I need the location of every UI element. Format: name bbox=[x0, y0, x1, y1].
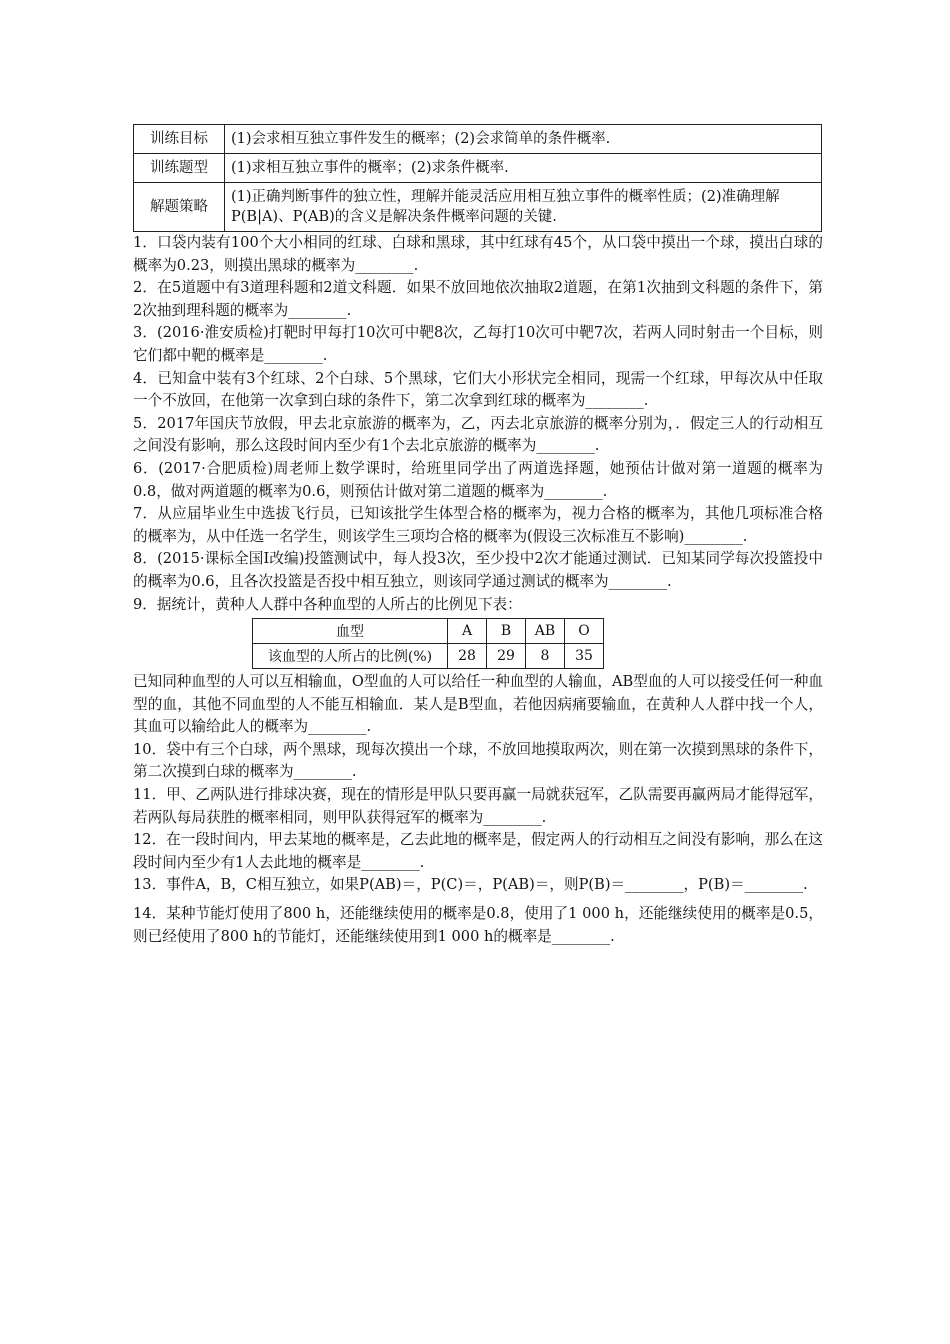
question-6: 6．(2017·合肥质检)周老师上数学课时，给班里同学出了两道选择题，她预估计做对第一道题的概率为0.8，做对两道题的概率为0.6，则预估计做对第二道题的概率为________. bbox=[133, 459, 823, 500]
row-value: (1)求相互独立事件的概率；(2)求条件概率. bbox=[225, 154, 822, 183]
row-key: 解题策略 bbox=[134, 183, 225, 232]
question-3: 3．(2016·淮安质检)打靶时甲每打10次可中靶8次，乙每打10次可中靶7次，若两人同时射击一个目标，则它们都中靶的概率是________. bbox=[133, 324, 823, 364]
row-key: 训练目标 bbox=[134, 125, 225, 154]
question-8: 8．(2015·课标全国Ⅰ改编)投篮测试中，每人投3次，至少投中2次才能通过测试．已知某同学每次投篮投中的概率为0.6，且各次投篮是否投中相互独立，则该同学通过测试的概率为________. bbox=[133, 550, 823, 590]
table-cell: 35 bbox=[565, 644, 604, 669]
header-cell: B bbox=[487, 619, 526, 644]
question-10: 10．袋中有三个白球，两个黑球，现每次摸出一个球，不放回地摸取两次，则在第一次摸到黑球的条件下，第二次摸到白球的概率为________. bbox=[133, 740, 823, 781]
question-4: 4．已知盒中装有3个红球、2个白球、5个黑球，它们大小形状完全相同，现需一个红球，甲每次从中任取一个不放回，在他第一次拿到白球的条件下，第二次拿到红球的概率为________. bbox=[133, 369, 823, 410]
table-row bbox=[134, 183, 822, 232]
question-2: 2．在5道题中有3道理科题和2道文科题．如果不放回地依次抽取2道题，在第1次抽到文科题的条件下，第2次抽到理科题的概率为________. bbox=[133, 279, 823, 319]
header-cell: AB bbox=[526, 619, 565, 644]
question-7: 7．从应届毕业生中选拔飞行员，已知该批学生体型合格的概率为，视力合格的概率为，其他几项标准合格的概率为，从中任选一名学生，则该学生三项均合格的概率为(假设三次标准互不影响)________. bbox=[133, 505, 823, 545]
question-1: 1．口袋内装有100个大小相同的红球、白球和黑球，其中红球有45个，从口袋中摸出一个球，摸出白球的概率为0.23，则摸出黑球的概率为________. bbox=[133, 234, 823, 274]
header-cell: 血型 bbox=[253, 619, 448, 644]
row-value: (1)正确判断事件的独立性，理解并能灵活应用相互独立事件的概率性质；(2)准确理解P(B|A)、P(AB)的含义是解决条件概率问题的关键. bbox=[225, 183, 822, 232]
question-9: 9．据统计，黄种人人群中各种血型的人所占的比例见下表： bbox=[133, 595, 522, 613]
table-row bbox=[134, 154, 822, 183]
worksheet bbox=[133, 124, 823, 948]
table-cell: 29 bbox=[487, 644, 526, 669]
table-row bbox=[253, 644, 604, 669]
row-key: 训练题型 bbox=[134, 154, 225, 183]
question-9-continued: 已知同种血型的人可以互相输血，O型血的人可以给任一种血型的人输血，AB型血的人可以接受任何一种血型的血，其他不同血型的人不能互相输血．某人是B型血，若他因病痛要输血，在黄种人人群中找一个人，其血可以输给此人的概率为________. bbox=[133, 673, 823, 736]
question-11: 11．甲、乙两队进行排球决赛，现在的情形是甲队只要再赢一局就获冠军，乙队需要再赢两局才能得冠军，若两队每局获胜的概率相同，则甲队获得冠军的概率为________. bbox=[133, 786, 823, 826]
question-5: 5．2017年国庆节放假，甲去北京旅游的概率为，乙，丙去北京旅游的概率分别为，．假定三人的行动相互之间没有影响，那么这段时间内至少有1个去北京旅游的概率为________. bbox=[133, 414, 823, 455]
table-row bbox=[134, 125, 822, 154]
header-cell: A bbox=[448, 619, 487, 644]
blood-type-table bbox=[252, 618, 604, 669]
blood-type-table-wrap bbox=[133, 618, 823, 669]
table-cell: 该血型的人所占的比例(%) bbox=[253, 644, 448, 669]
question-12: 12．在一段时间内，甲去某地的概率是，乙去此地的概率是，假定两人的行动相互之间没有影响，那么在这段时间内至少有1人去此地的概率是________. bbox=[133, 831, 823, 871]
training-info-table bbox=[133, 124, 822, 232]
question-14: 14．某种节能灯使用了800 h，还能继续使用的概率是0.8，使用了1 000 h，还能继续使用的概率是0.5，则已经使用了800 h的节能灯，还能继续使用到1 000 h的概率是________. bbox=[133, 905, 823, 945]
table-cell: 28 bbox=[448, 644, 487, 669]
question-13: 13．事件A，B，C相互独立，如果P(AB)＝，P(C)＝，P(AB)＝，则P(B)＝________，P(B)＝________. bbox=[133, 876, 808, 894]
table-cell: 8 bbox=[526, 644, 565, 669]
table-header-row bbox=[253, 619, 604, 644]
header-cell: O bbox=[565, 619, 604, 644]
row-value: (1)会求相互独立事件发生的概率；(2)会求简单的条件概率. bbox=[225, 125, 822, 154]
